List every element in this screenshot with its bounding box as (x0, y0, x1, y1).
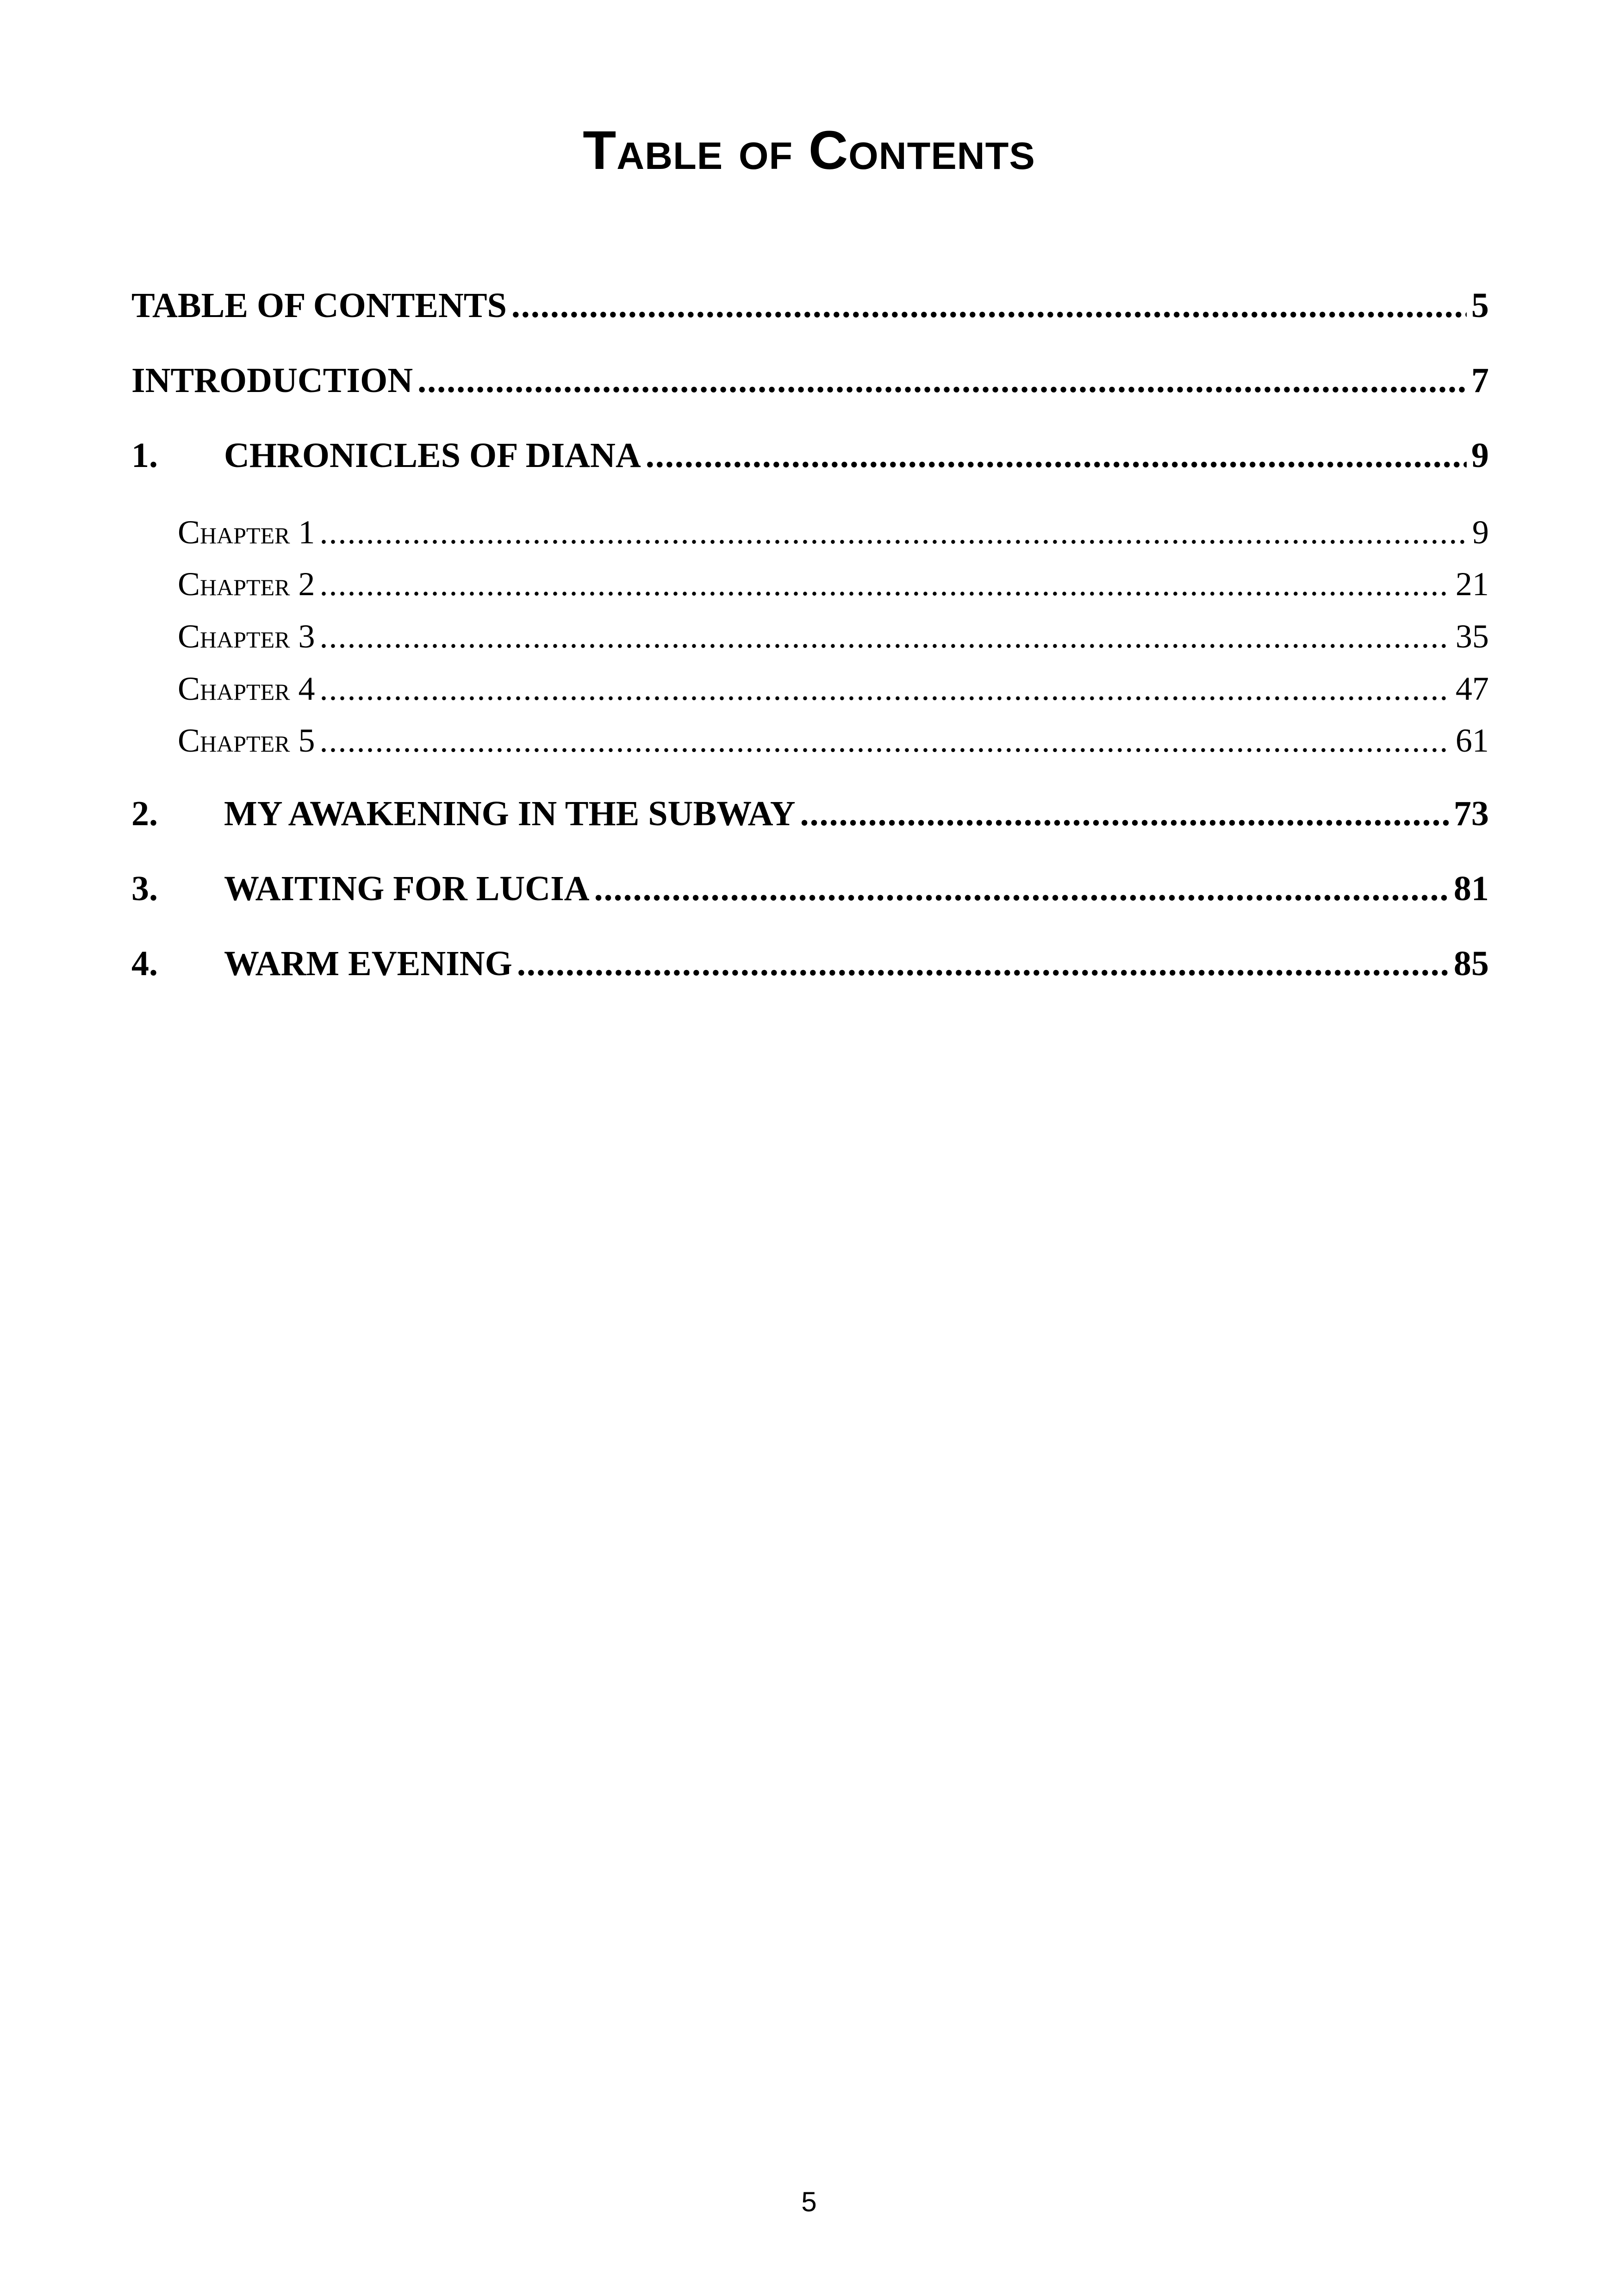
toc-entry-table-of-contents[interactable] (131, 282, 1489, 329)
page-title: Table of Contents (583, 120, 1035, 181)
toc-entry-label: Chapter 1 (178, 514, 315, 551)
toc-entry-introduction[interactable] (131, 357, 1489, 404)
table-of-contents (131, 0, 1489, 1064)
dot-leader (646, 432, 1467, 479)
toc-entry-my-awakening-in-the-subway[interactable] (131, 790, 1489, 837)
toc-entry-label: Chapter 2 (178, 566, 315, 603)
toc-entry-page: 7 (1471, 361, 1489, 400)
toc-entry-page: 5 (1471, 286, 1489, 325)
toc-entry-page: 47 (1456, 670, 1489, 707)
toc-entry-label: Chapter 3 (178, 618, 315, 655)
toc-entry-page: 81 (1454, 869, 1489, 908)
toc-entry-chapter-1[interactable] (178, 510, 1489, 554)
toc-entry-number: 2. (131, 794, 158, 833)
dot-leader (594, 865, 1449, 912)
dot-leader (511, 282, 1467, 329)
toc-entry-label: WARM EVENING (224, 944, 512, 983)
toc-entry-chapter-3[interactable] (178, 614, 1489, 659)
dot-leader (319, 718, 1451, 763)
dot-leader (517, 940, 1449, 987)
toc-entry-page: 35 (1456, 618, 1489, 655)
toc-entry-label: INTRODUCTION (131, 361, 413, 400)
toc-entry-page: 21 (1456, 566, 1489, 603)
toc-entry-number: 3. (131, 869, 158, 908)
toc-entry-chapter-4[interactable] (178, 666, 1489, 711)
toc-entry-page: 9 (1471, 436, 1489, 475)
toc-entry-label: Chapter 5 (178, 722, 315, 759)
toc-entry-label: CHRONICLES OF DIANA (224, 436, 641, 475)
toc-entry-chapter-2[interactable] (178, 562, 1489, 606)
toc-entry-label: WAITING FOR LUCIA (224, 869, 590, 908)
dot-leader (417, 357, 1467, 404)
dot-leader (319, 562, 1451, 606)
toc-entry-chapter-5[interactable] (178, 718, 1489, 763)
toc-entry-number: 1. (131, 436, 158, 475)
toc-entry-number: 4. (131, 944, 158, 983)
toc-entry-waiting-for-lucia[interactable] (131, 865, 1489, 912)
toc-entry-page: 61 (1456, 722, 1489, 759)
toc-entry-label: TABLE OF CONTENTS (131, 286, 507, 325)
dot-leader (800, 790, 1449, 837)
page-number: 5 (801, 2186, 817, 2217)
toc-entry-page: 73 (1454, 794, 1489, 833)
toc-entry-label: Chapter 4 (178, 670, 315, 707)
dot-leader (319, 510, 1468, 554)
dot-leader (319, 666, 1451, 711)
toc-entry-page: 9 (1472, 514, 1489, 551)
toc-entry-page: 85 (1454, 944, 1489, 983)
dot-leader (319, 614, 1451, 659)
toc-entry-warm-evening[interactable] (131, 940, 1489, 987)
toc-entry-chronicles-of-diana[interactable] (131, 432, 1489, 479)
toc-entry-label: MY AWAKENING IN THE SUBWAY (224, 794, 796, 833)
